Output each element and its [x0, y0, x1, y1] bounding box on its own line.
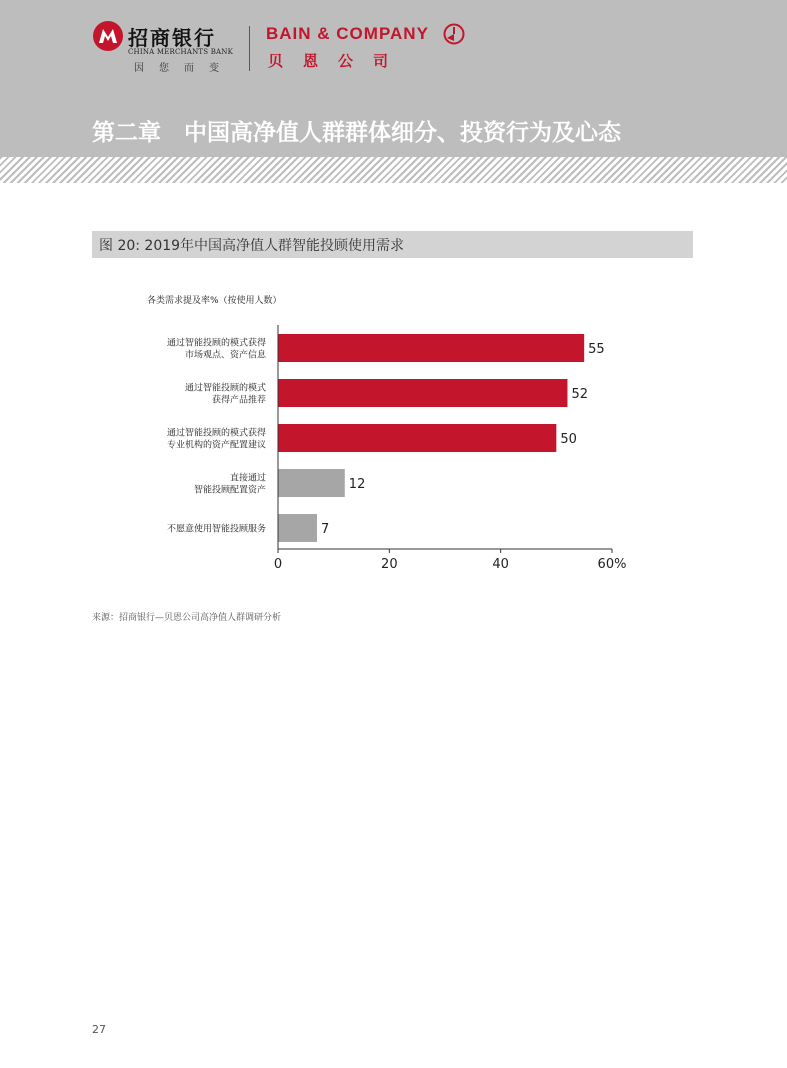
bar-value-label: 55 — [588, 342, 605, 357]
bar-2 — [278, 424, 556, 452]
chapter-title: 第二章 中国高净值人群群体细分、投资行为及心态 — [92, 120, 621, 146]
category-label — [167, 523, 266, 535]
page-number: 27 — [92, 1023, 106, 1036]
bar-1 — [278, 379, 567, 407]
bain-chinese-name: 贝恩公司 — [268, 52, 409, 70]
category-label-line: 通过智能投顾的模式获得 — [166, 428, 266, 439]
cmb-name: 招商银行 — [128, 26, 216, 50]
bar-0 — [278, 334, 584, 362]
bar-value-label: 52 — [571, 387, 589, 402]
category-label-line: 通过智能投顾的模式 — [184, 383, 266, 394]
x-tick-label: 20 — [381, 557, 398, 572]
bar-3 — [278, 469, 345, 497]
bar-value-label: 12 — [348, 477, 366, 492]
category-label — [194, 472, 266, 496]
x-tick-label: 0 — [273, 557, 283, 572]
bar-value-label: 50 — [560, 432, 577, 447]
bar-4 — [278, 514, 317, 542]
category-label-line: 专业机构的资产配置建议 — [166, 440, 266, 451]
bar-value-label: 7 — [320, 522, 330, 537]
category-label-line: 不愿意使用智能投顾服务 — [166, 524, 266, 535]
cmb-motto: 因您而变 — [134, 63, 234, 74]
x-tick-label: 60% — [597, 557, 627, 572]
bain-name: BAIN & COMPANY — [266, 24, 429, 43]
chart-subtitle: 各类需求提及率%（按使用人数） — [147, 296, 282, 306]
category-label — [185, 382, 266, 406]
category-label — [167, 427, 266, 451]
category-label-line: 智能投顾配置资产 — [193, 485, 266, 496]
category-label-line: 通过智能投顾的模式获得 — [166, 338, 266, 349]
category-label-line: 市场观点、资产信息 — [184, 350, 266, 361]
category-label — [167, 337, 267, 361]
source-note: 来源：招商银行—贝恩公司高净值人群调研分析 — [92, 613, 282, 623]
category-label-line: 直接通过 — [229, 473, 266, 484]
cmb-english-name: CHINA MERCHANTS BANK — [128, 48, 234, 56]
x-tick-label: 40 — [492, 557, 509, 572]
category-label-line: 获得产品推荐 — [211, 395, 266, 406]
figure-title: 图 20: 2019年中国高净值人群智能投顾使用需求 — [99, 238, 405, 254]
